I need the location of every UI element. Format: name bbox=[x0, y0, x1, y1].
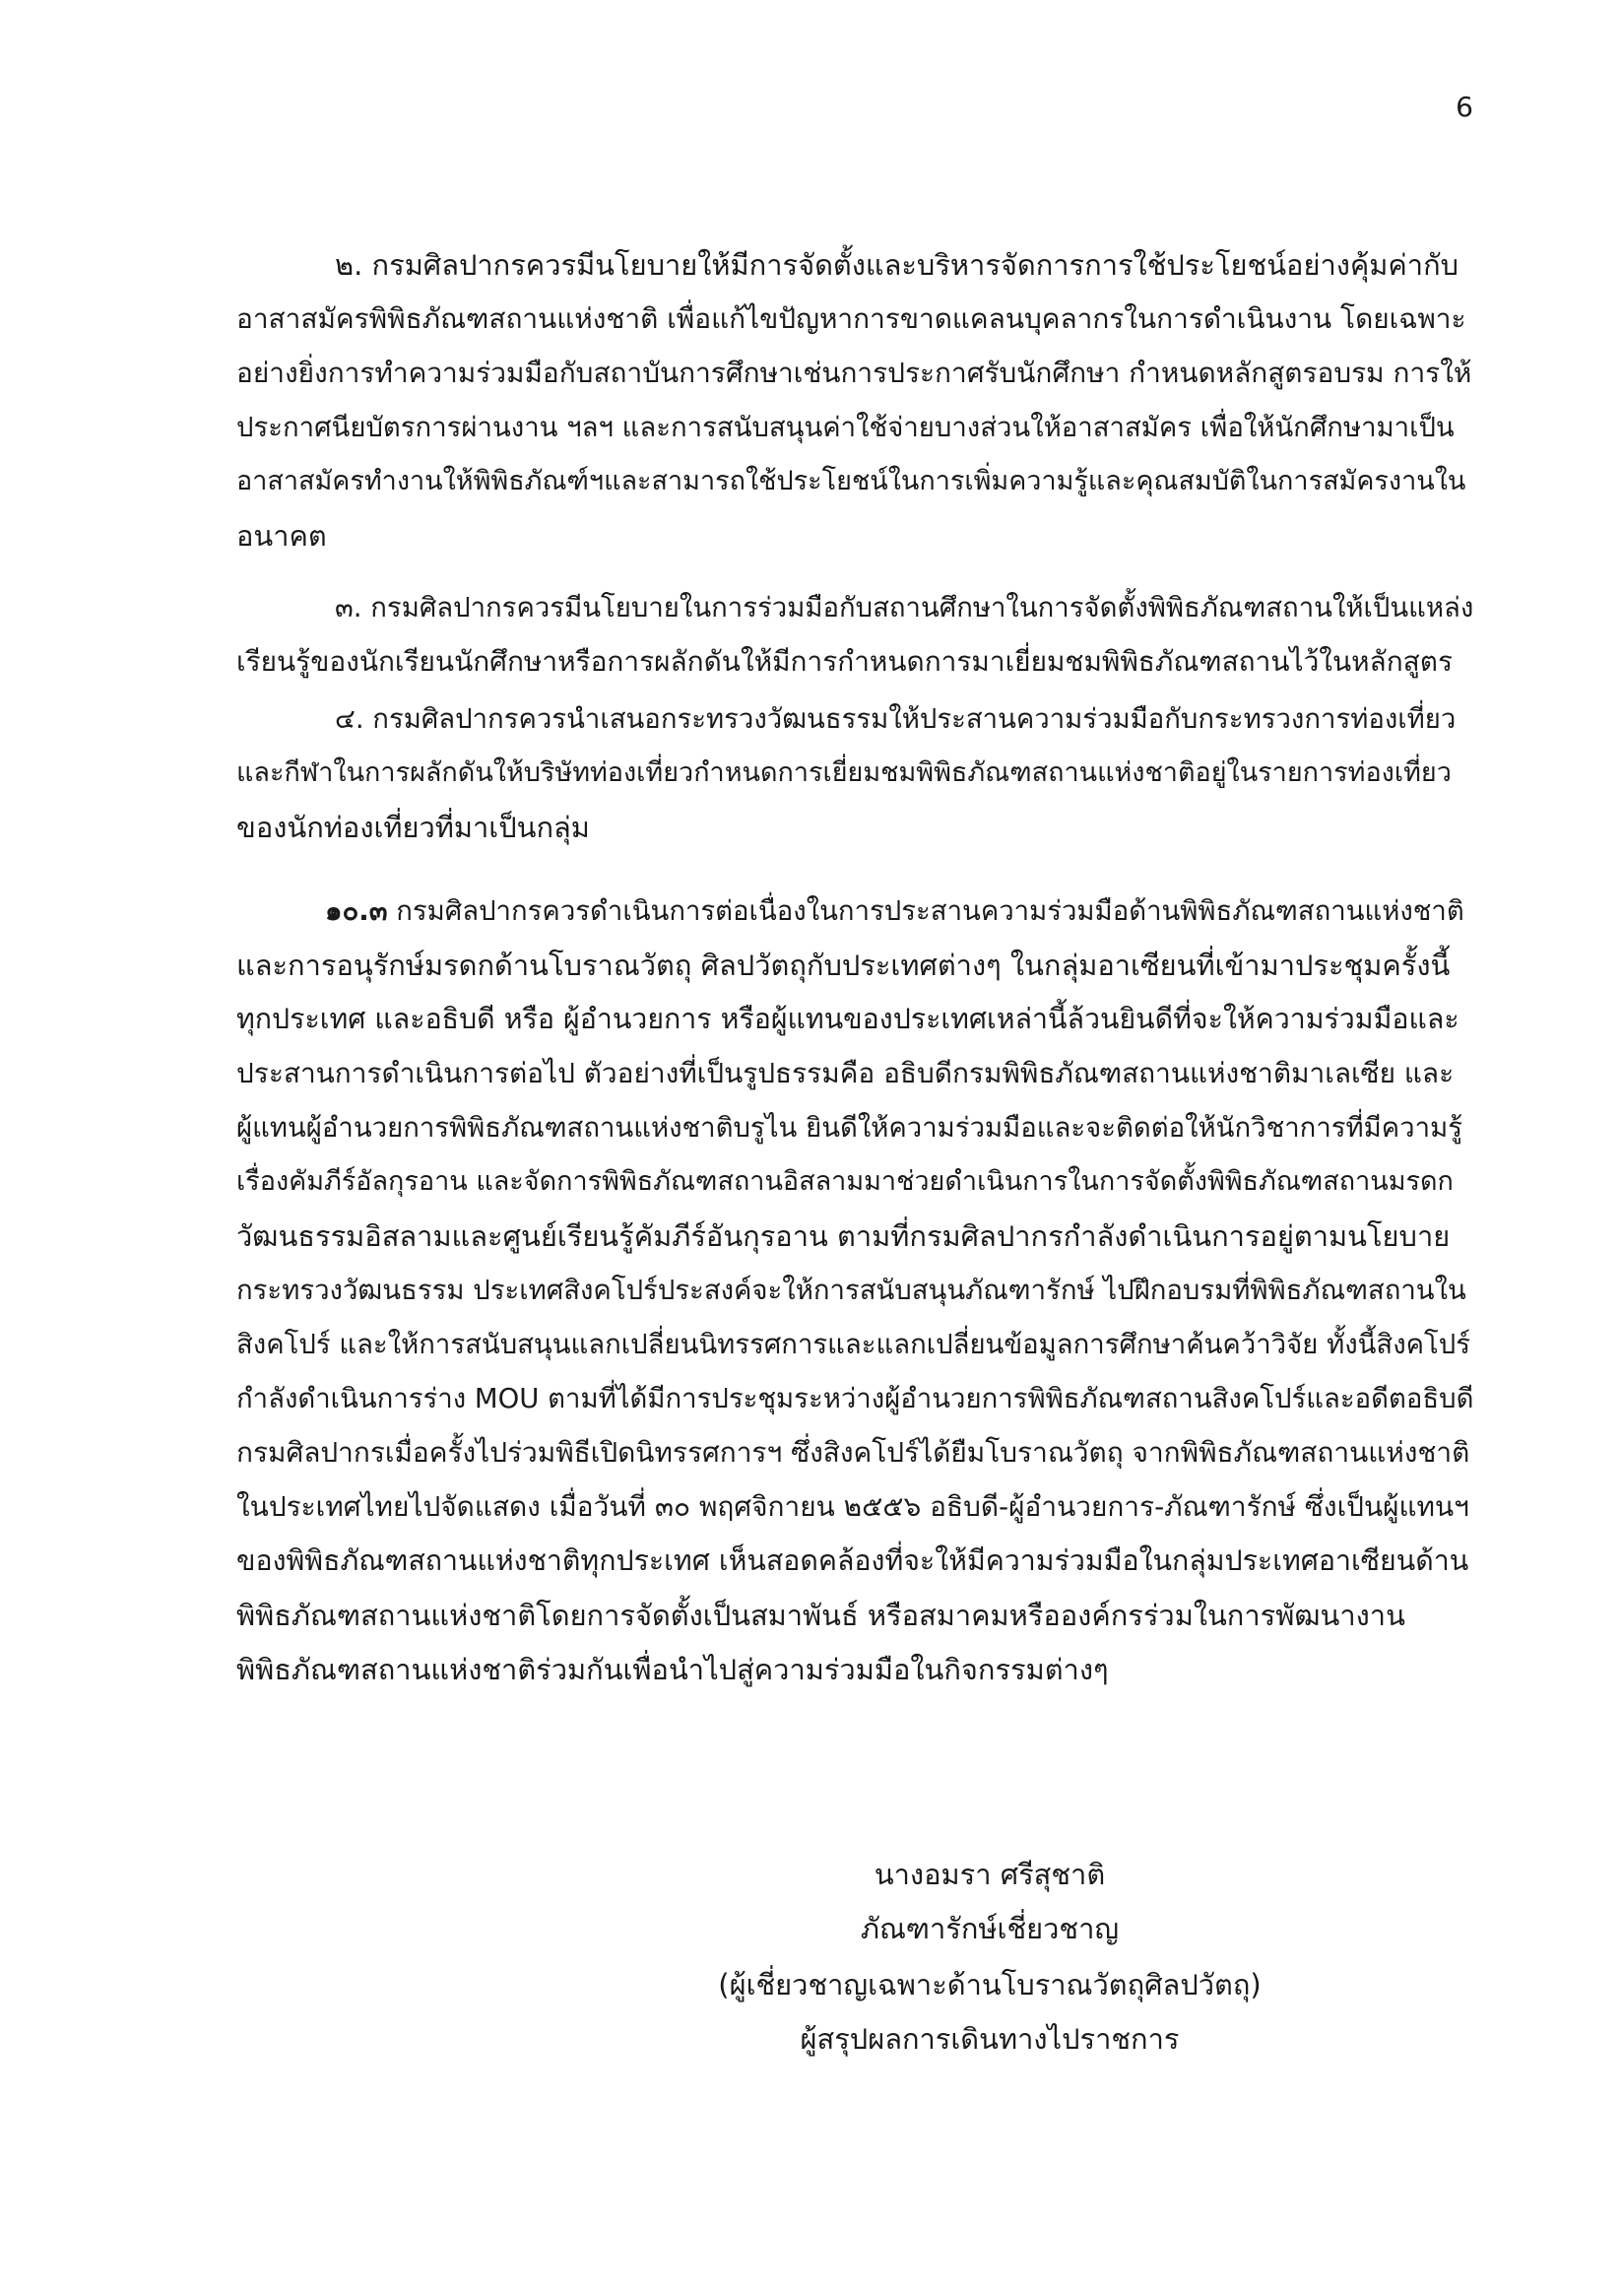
signatory-name: นางอมรา ศรีสุชาติ bbox=[874, 1858, 1106, 1891]
section-number: ๑๐.๓ bbox=[325, 895, 388, 927]
paragraph-line: ประกาศนียบัตรการผ่านงาน ฯลฯ และการสนับสนุนค่าใช้จ่ายบางส่วนให้อาสาสมัคร เพื่อให้นักศึกษามาเป็น bbox=[236, 412, 1455, 443]
paragraph-line: ๒. กรมศิลปากรควรมีนโยบายให้มีการจัดตั้งและบริหารจัดการการใช้ประโยชน์อย่างคุ้มค่ากับ bbox=[335, 248, 1459, 282]
paragraph-line: เรื่องคัมภีร์อัลกุรอาน และจัดการพิพิธภัณฑสถานอิสลามมาช่วยดำเนินการในการจัดตั้งพิพิธภัณฑสถานมรดก bbox=[236, 1166, 1454, 1197]
paragraph-line: ประสานการดำเนินการต่อไป ตัวอย่างที่เป็นรูปธรรมคือ อธิบดีกรมพิพิธภัณฑสถานแห่งชาติมาเลเซีย และ bbox=[236, 1057, 1455, 1089]
signatory-specialty: (ผู้เชี่ยวชาญเฉพาะด้านโบราณวัตถุศิลปวัตถุ) bbox=[718, 1968, 1262, 2001]
paragraph-line: เรียนรู้ของนักเรียนนักศึกษาหรือการผลักดันให้มีการกำหนดการมาเยี่ยมชมพิพิธภัณฑสถานไว้ในหลักสูตร bbox=[236, 645, 1453, 678]
section-first-text: กรมศิลปากรควรดำเนินการต่อเนื่องในการประสานความร่วมมือด้านพิพิธภัณฑสถานแห่งชาติ bbox=[387, 895, 1464, 927]
paragraph-line: ทุกประเทศ และอธิบดี หรือ ผู้อำนวยการ หรือผู้แทนของประเทศเหล่านี้ล้วนยินดีที่จะให้ความร่วมมือและ bbox=[236, 1003, 1459, 1035]
page-number: 6 bbox=[1456, 91, 1473, 123]
signatory-position: ภัณฑารักษ์เชี่ยวชาญ bbox=[860, 1912, 1120, 1945]
paragraph-line: และกีฬาในการผลักดันให้บริษัทท่องเที่ยวกำหนดการเยี่ยมชมพิพิธภัณฑสถานแห่งชาติอยู่ในรายการท่องเที่ยว bbox=[236, 757, 1452, 788]
paragraph-line: อย่างยิ่งการทำความร่วมมือกับสถาบันการศึกษาเช่นการประกาศรับนักศึกษา กำหนดหลักสูตรอบรม การให้ bbox=[236, 357, 1472, 389]
paragraph-line: ของพิพิธภัณฑสถานแห่งชาติทุกประเทศ เห็นสอดคล้องที่จะให้มีความร่วมมือในกลุ่มประเทศอาเซียนด้าน bbox=[236, 1544, 1469, 1577]
paragraph-line: พิพิธภัณฑสถานแห่งชาติโดยการจัดตั้งเป็นสมาพันธ์ หรือสมาคมหรือองค์กรร่วมในการพัฒนางาน bbox=[236, 1599, 1405, 1632]
paragraph-line: กรมศิลปากรเมื่อครั้งไปร่วมพิธีเปิดนิทรรศการฯ ซึ่งสิงคโปร์ได้ยืมโบราณวัตถุ จากพิพิธภัณฑสถานแห่งชาติ bbox=[236, 1436, 1470, 1469]
paragraph-line: ของนักท่องเที่ยวที่มาเป็นกลุ่ม bbox=[236, 811, 590, 844]
section-first-line bbox=[325, 891, 1464, 931]
paragraph-line: สิงคโปร์ และให้การสนับสนุนแลกเปลี่ยนนิทรรศการและแลกเปลี่ยนข้อมูลการศึกษาค้นคว้าวิจัย ทั้งนี้สิงคโปร์ bbox=[236, 1329, 1471, 1360]
paragraph-line: ในประเทศไทยไปจัดแสดง เมื่อวันที่ ๓๐ พฤศจิกายน ๒๕๕๖ อธิบดี-ผู้อำนวยการ-ภัณฑารักษ์ ซึ่งเป็นผู้แทนฯ bbox=[236, 1490, 1469, 1523]
paragraph-line: อนาคต bbox=[236, 519, 327, 553]
paragraph-line: อาสาสมัครพิพิธภัณฑสถานแห่งชาติ เพื่อแก้ไขปัญหาการขาดแคลนบุคลากรในการดำเนินงาน โดยเฉพาะ bbox=[236, 302, 1466, 335]
paragraph-line: กระทรวงวัฒนธรรม ประเทศสิงคโปร์ประสงค์จะให้การสนับสนุนภัณฑารักษ์ ไปฝึกอบรมที่พิพิธภัณฑสถานใน bbox=[236, 1275, 1466, 1306]
paragraph-line: อาสาสมัครทำงานให้พิพิธภัณฑ์ฯและสามารถใช้ประโยชน์ในการเพิ่มความรู้และคุณสมบัติในการสมัครงานใน bbox=[236, 466, 1466, 496]
paragraph-line: และการอนุรักษ์มรดกด้านโบราณวัตถุ ศิลปวัตถุกับประเทศต่างๆ ในกลุ่มอาเซียนที่เข้ามาประชุมครั้งนี้ bbox=[236, 949, 1451, 982]
paragraph-line: ผู้แทนผู้อำนวยการพิพิธภัณฑสถานแห่งชาติบรูไน ยินดีให้ความร่วมมือและจะติดต่อให้นักวิชาการที่มีความรู้ bbox=[236, 1112, 1462, 1144]
paragraph-line: วัฒนธรรมอิสลามและศูนย์เรียนรู้คัมภีร์อันกุรอาน ตามที่กรมศิลปากรกำลังดำเนินการอยู่ตามนโยบาย bbox=[236, 1219, 1451, 1253]
signatory-role: ผู้สรุปผลการเดินทางไปราชการ bbox=[800, 2022, 1180, 2056]
paragraph-line: ๓. กรมศิลปากรควรมีนโยบายในการร่วมมือกับสถานศึกษาในการจัดตั้งพิพิธภัณฑสถานให้เป็นแหล่ง bbox=[335, 592, 1474, 623]
paragraph-line: กำลังดำเนินการร่าง MOU ตามที่ได้มีการประชุมระหว่างผู้อำนวยการพิพิธภัณฑสถานสิงคโปร์และอดีตอธิบดี bbox=[236, 1383, 1474, 1414]
paragraph-line: พิพิธภัณฑสถานแห่งชาติร่วมกันเพื่อนำไปสู่ความร่วมมือในกิจกรรมต่างๆ bbox=[236, 1653, 1109, 1686]
paragraph-line: ๔. กรมศิลปากรควรนำเสนอกระทรวงวัฒนธรรมให้ประสานความร่วมมือกับกระทรวงการท่องเที่ยว bbox=[335, 703, 1457, 735]
